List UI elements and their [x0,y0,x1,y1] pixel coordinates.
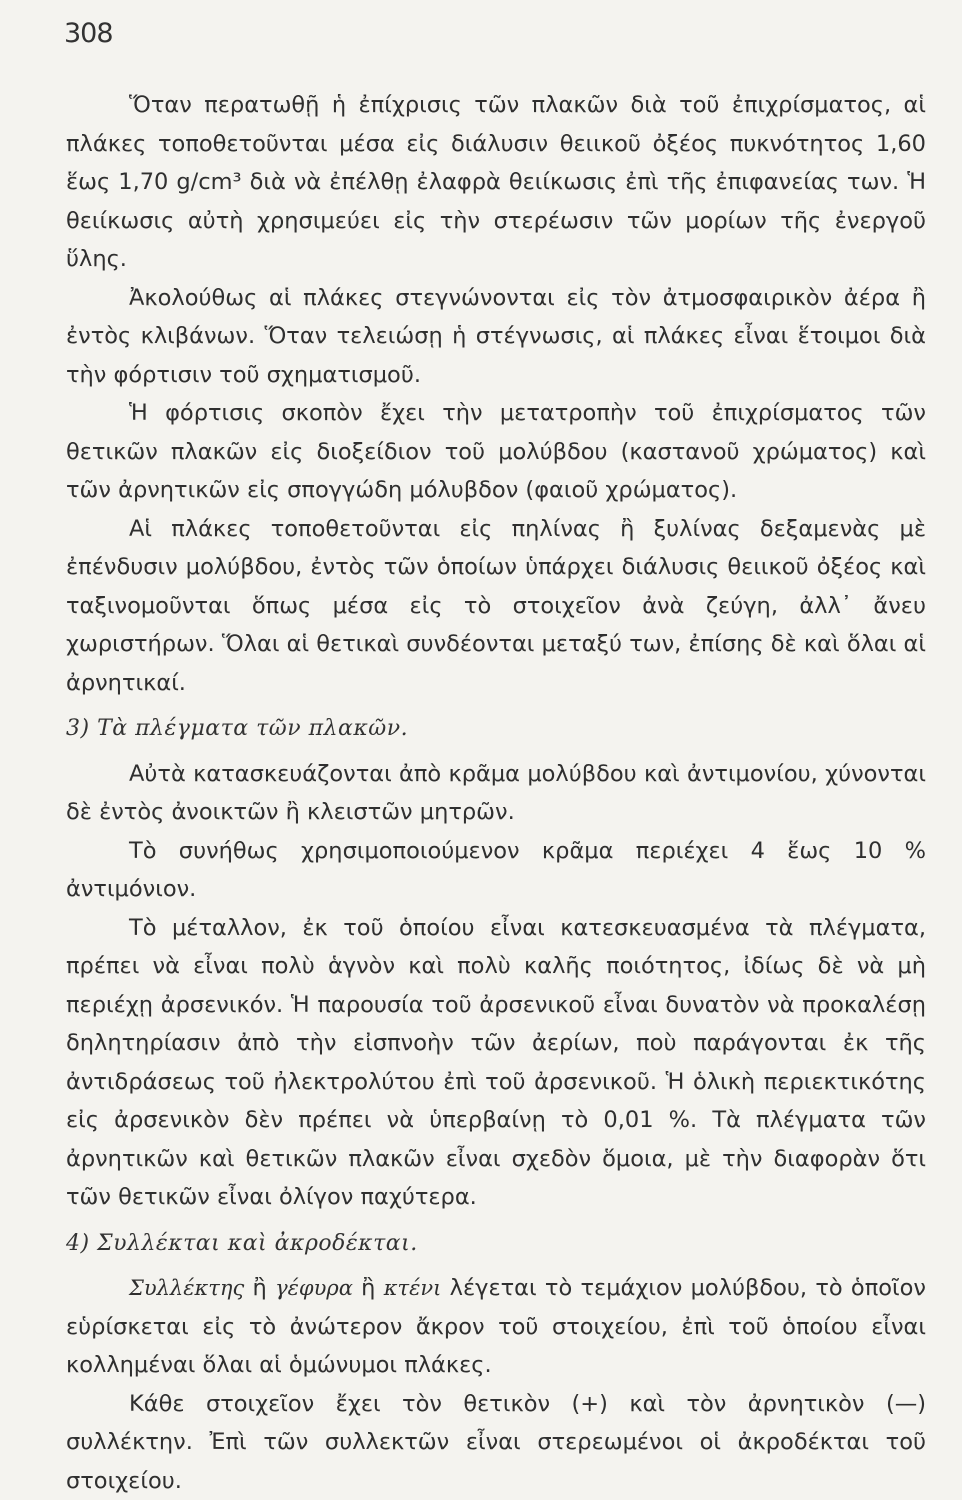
text-run: ἢ [244,1275,276,1301]
paragraph: Τὸ συνήθως χρησιμοποιούμενον κρᾶμα περιέχει 4 ἕως 10 % ἀντιμόνιον. [66,837,926,902]
paragraph: Ἡ φόρτισις σκοπὸν ἔχει τὴν μετατροπὴν τοῦ ἐπιχρίσματος τῶν θετικῶν πλακῶν εἰς διοξείδιον τοῦ μολύβδου (καστανοῦ χρώματος) καὶ τῶν ἀρνητικῶν εἰς σπογγώδη μόλυβδον (φαιοῦ χρώματος). [66,400,926,503]
page-body [66,86,926,1500]
paragraph: Αὐτὰ κατασκευάζονται ἀπὸ κρᾶμα μολύβδου καὶ ἀντιμονίου, χύνονται δὲ ἐντὸς ἀνοικτῶν ἢ κλειστῶν μητρῶν. [66,760,926,825]
paragraph: Ἀκολούθως αἱ πλάκες στεγνώνονται εἰς τὸν ἀτμοσφαιρικὸν ἀέρα ἢ ἐντὸς κλιβάνων. Ὅταν τελειώσῃ ἡ στέγνωσις, αἱ πλάκες εἶναι ἕτοιμοι διὰ τὴν φόρτισιν τοῦ σχηματισμοῦ. [66,284,926,388]
page-number: 308 [64,18,113,49]
paragraph: Αἱ πλάκες τοποθετοῦνται εἰς πηλίνας ἢ ξυλίνας δεξαμενὰς μὲ ἐπένδυσιν μολύβδου, ἐντὸς τῶν ὁποίων ὑπάρχει διάλυσις θειικοῦ ὀξέος καὶ ταξινομοῦνται ὅπως μέσα εἰς τὸ στοιχεῖον ἀνὰ ζεύγη, ἀλλ᾽ ἄνευ χωριστήρων. Ὅλαι αἱ θετικαὶ συνδέονται μεταξύ των, ἐπίσης δὲ καὶ ὅλαι αἱ ἀρνητικαί. [66,515,926,696]
text-run: ἢ [352,1275,384,1301]
paragraph [66,1269,926,1385]
term-italic: κτένι [383,1276,442,1300]
term-italic: γέφυρα [275,1276,353,1300]
section-heading: 3) Τὰ πλέγματα τῶν πλακῶν. [66,716,409,741]
text-run: λέγεται τὸ τεμάχιον μολύβδου, τὸ ὁποῖον εὑρίσκεται εἰς τὸ ἀνώτερον ἄκρον τοῦ στοιχείου, ἐπὶ τοῦ ὁποίου εἶναι κολλημέναι ὅλαι αἱ ὁμώνυμοι πλάκες. [66,1275,926,1378]
paragraph: Τὸ μέταλλον, ἐκ τοῦ ὁποίου εἶναι κατεσκευασμένα τὰ πλέγματα, πρέπει νὰ εἶναι πολὺ ἁγνὸν καὶ πολὺ καλῆς ποιότητος, ἰδίως δὲ νὰ μὴ περιέχῃ ἀρσενικόν. Ἡ παρουσία τοῦ ἀρσενικοῦ εἶναι δυνατὸν νὰ προκαλέσῃ δηλητηρίασιν ἀπὸ τὴν εἰσπνοὴν τῶν ἀερίων, ποὺ παράγονται ἐκ τῆς ἀντιδράσεως τοῦ ἠλεκτρολύτου ἐπὶ τοῦ ἀρσενικοῦ. Ἡ ὁλικὴ περιεκτικότης εἰς ἀρσενικὸν δὲν πρέπει νὰ ὑπερβαίνῃ τὸ 0,01 %. Τὰ πλέγματα τῶν ἀρνητικῶν καὶ θετικῶν πλακῶν εἶναι σχεδὸν ὅμοια, μὲ τὴν διαφορὰν ὅτι τῶν θετικῶν εἶναι ὀλίγον παχύτερα. [66,914,926,1210]
paragraph: Ὅταν περατωθῇ ἡ ἐπίχρισις τῶν πλακῶν διὰ τοῦ ἐπιχρίσματος, αἱ πλάκες τοποθετοῦνται μέσα εἰς διάλυσιν θειικοῦ ὀξέος πυκνότητος 1,60 ἕως 1,70 g/cm³ διὰ νὰ ἐπέλθῃ ἐλαφρὰ θειίκωσις ἐπὶ τῆς ἐπιφανείας των. Ἡ θειίκωσις αὐτὴ χρησιμεύει εἰς τὴν στερέωσιν τῶν μορίων τῆς ἐνεργοῦ ὕλης. [66,92,926,272]
paragraph: Κάθε στοιχεῖον ἔχει τὸν θετικὸν (+) καὶ τὸν ἀρνητικὸν (—) συλλέκτην. Ἐπὶ τῶν συλλεκτῶν εἶναι στερεωμένοι οἱ ἀκροδέκται τοῦ στοιχείου. [66,1390,926,1494]
term-italic: Συλλέκτης [129,1276,245,1300]
section-heading: 4) Συλλέκται καὶ ἀκροδέκται. [66,1230,418,1256]
